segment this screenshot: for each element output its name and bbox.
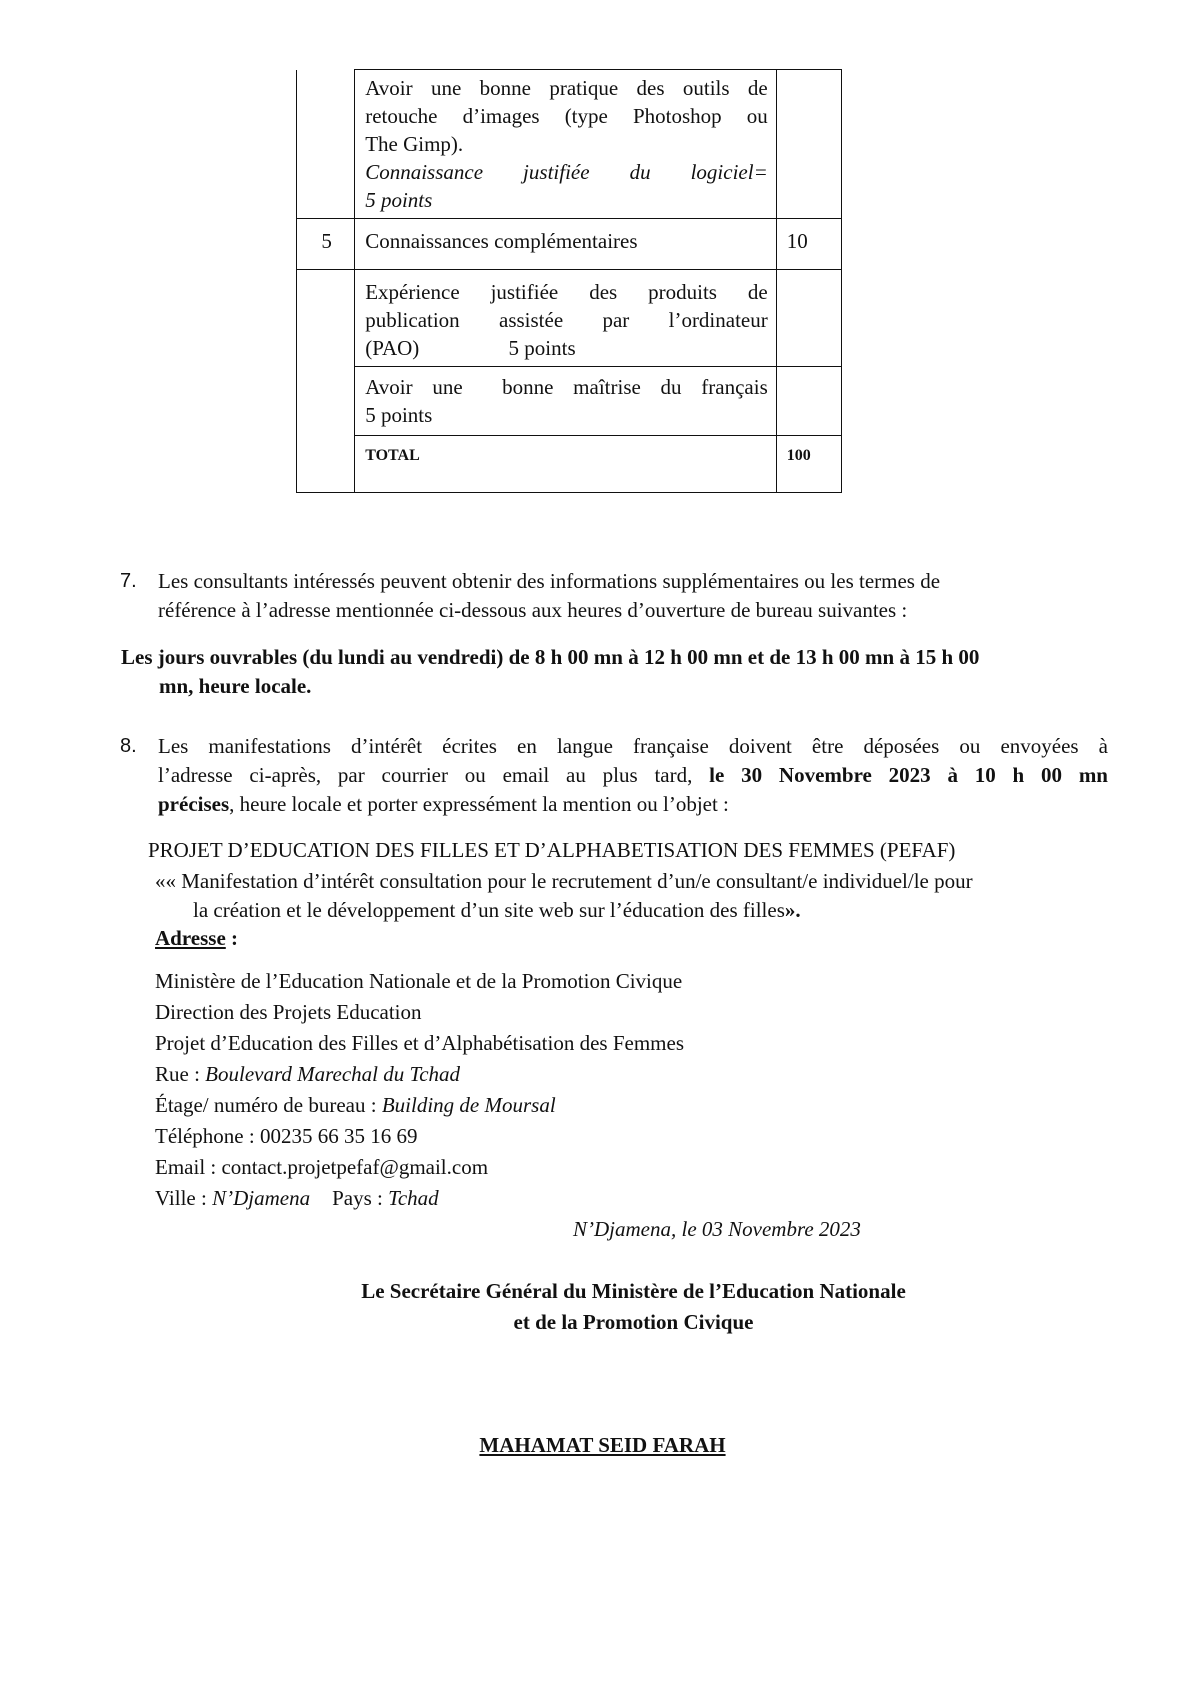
text-segment: l’adresse ci-après, par courrier ou email au plus tard, xyxy=(158,763,710,787)
criterion-line: Connaissances complémentaires xyxy=(365,229,638,253)
table-total-value: 100 xyxy=(776,436,841,493)
criterion-line: (PAO) 5 points xyxy=(365,336,576,360)
floor-value: Building de Moursal xyxy=(381,1093,556,1117)
paragraph-text xyxy=(158,732,1108,819)
criterion-note-line: 5 points xyxy=(365,188,433,212)
paragraph-text xyxy=(158,567,1108,625)
criterion-line: 5 points xyxy=(365,403,433,427)
address-phone: Téléphone : 00235 66 35 16 69 xyxy=(155,1124,418,1148)
criterion-line: The Gimp). xyxy=(365,132,464,156)
table-row-total xyxy=(297,436,842,493)
criterion-line: retouche d’images (type Photoshop ou xyxy=(365,104,768,128)
office-hours xyxy=(121,643,1111,701)
text-line: référence à l’adresse mentionnée ci-dessous aux heures d’ouverture de bureau suivantes : xyxy=(158,598,908,622)
text-line: Les manifestations d’intérêt écrites en langue française doivent être déposées ou envoyées à xyxy=(158,734,1108,758)
signatory-name xyxy=(0,1433,1189,1458)
address-project: Projet d’Education des Filles et d’Alphabétisation des Femmes xyxy=(155,1031,684,1055)
country-label: Pays : xyxy=(332,1186,389,1210)
table-cell-points xyxy=(776,270,841,367)
address-street xyxy=(155,1059,684,1090)
paragraph-item-8 xyxy=(118,732,1108,819)
signatory-title-line: Le Secrétaire Général du Ministère de l’Education Nationale xyxy=(361,1279,906,1303)
deadline-text: le 30 Novembre 2023 à 10 h 00 mn xyxy=(709,763,1108,787)
floor-label: Étage/ numéro de bureau : xyxy=(155,1093,382,1117)
country-value: Tchad xyxy=(388,1186,439,1210)
criterion-note-line: Connaissance justifiée du logiciel= xyxy=(365,160,768,184)
signatory-title-line: et de la Promotion Civique xyxy=(513,1310,754,1334)
table-total-label: TOTAL xyxy=(355,436,777,493)
address-floor xyxy=(155,1090,684,1121)
street-value: Boulevard Marechal du Tchad xyxy=(205,1062,461,1086)
place-date-line: N’Djamena, le 03 Novembre 2023 xyxy=(573,1217,861,1241)
table-cell-number: 5 xyxy=(297,219,355,270)
text-line: «« Manifestation d’intérêt consultation pour le recrutement d’un/e consultant/e individuel/le pour xyxy=(155,869,973,893)
city-value: N’Djamena xyxy=(212,1186,311,1210)
address-city-country xyxy=(155,1183,684,1214)
table-cell-points xyxy=(776,70,841,219)
table-row xyxy=(297,270,842,367)
text-segment: , heure locale et porter expressément la mention ou l’objet : xyxy=(229,792,729,816)
table-row xyxy=(297,70,842,219)
address-email: Email : contact.projetpefaf@gmail.com xyxy=(155,1155,489,1179)
street-label: Rue : xyxy=(155,1062,206,1086)
text-line xyxy=(158,790,1108,819)
criterion-line: Avoir une bonne pratique des outils de xyxy=(365,76,768,100)
project-title: PROJET D’EDUCATION DES FILLES ET D’ALPHABETISATION DES FEMMES (PEFAF) xyxy=(148,838,956,862)
table-cell-points xyxy=(776,367,841,436)
signatory-name-text: MAHAMAT SEID FARAH xyxy=(479,1433,726,1457)
table-cell-points: 10 xyxy=(776,219,841,270)
table-row xyxy=(297,367,842,436)
address-heading xyxy=(155,924,238,953)
paragraph-item-7 xyxy=(118,567,1108,625)
item-number: 8. xyxy=(120,735,137,757)
table-cell-number xyxy=(297,270,355,493)
text-line: mn, heure locale. xyxy=(159,674,312,698)
evaluation-criteria-table xyxy=(296,69,842,493)
table-row xyxy=(297,219,842,270)
text-line: Les jours ouvrables (du lundi au vendredi) de 8 h 00 mn à 12 h 00 mn et de 13 h 00 mn à 15 h 00 xyxy=(121,645,980,669)
criterion-line: Expérience justifiée des produits de xyxy=(365,280,768,304)
text-segment: ». xyxy=(784,898,801,922)
table-cell-number xyxy=(297,70,355,219)
city-label: Ville : xyxy=(155,1186,213,1210)
item-number: 7. xyxy=(120,570,137,592)
table-cell-criterion xyxy=(355,270,777,367)
criterion-line: Avoir une bonne maîtrise du français xyxy=(365,375,768,399)
criterion-line: publication assistée par l’ordinateur xyxy=(365,308,768,332)
text-line xyxy=(158,761,1108,790)
manifestation-subject xyxy=(155,867,1105,925)
table-cell-criterion xyxy=(355,367,777,436)
text-line xyxy=(155,896,1105,925)
address-block xyxy=(155,966,684,1214)
address-label-suffix: : xyxy=(225,926,239,950)
table-cell-criterion xyxy=(355,70,777,219)
deadline-text: précises xyxy=(158,792,230,816)
text-line: Les consultants intéressés peuvent obtenir des informations supplémentaires ou les termes de xyxy=(158,569,941,593)
address-ministry: Ministère de l’Education Nationale et de la Promotion Civique xyxy=(155,969,683,993)
signatory-title xyxy=(0,1276,1189,1338)
text-segment: la création et le développement d’un site web sur l’éducation des filles xyxy=(193,898,785,922)
address-direction: Direction des Projets Education xyxy=(155,1000,422,1024)
address-label: Adresse xyxy=(155,926,226,950)
table-cell-criterion xyxy=(355,219,777,270)
